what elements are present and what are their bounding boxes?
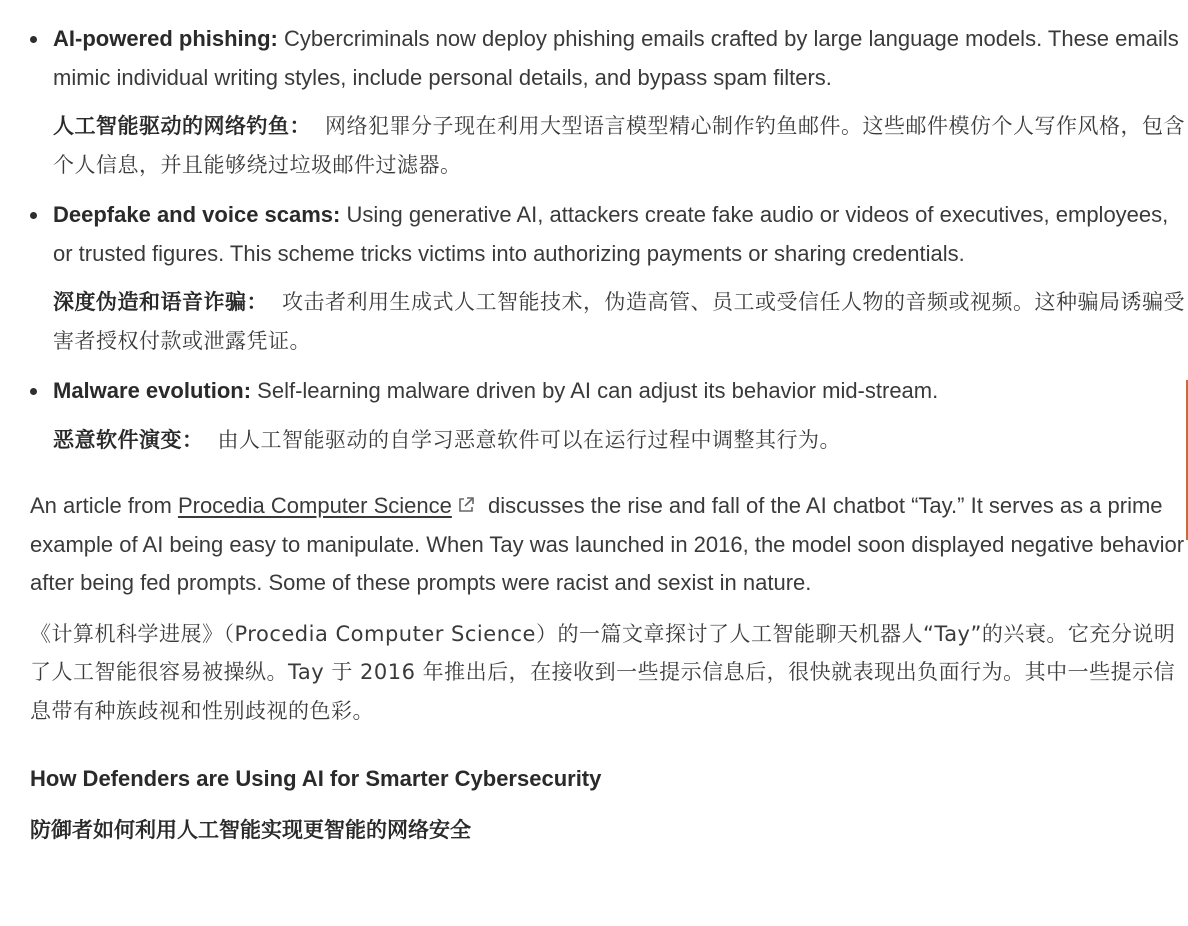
bullet-en [53,196,1186,273]
bullet-zh [53,283,1186,360]
list-item [30,196,1186,360]
article-suffix: discusses the rise and fall of the AI chatbot “Tay.” It serves as a prime example of AI being easy to manipulate. When Tay was launched in 2016, the model soon displayed negative behavior after being fed prompts. Some of these prompts were racist and sexist in nature. [30,493,1185,595]
list-item [30,372,1186,459]
article-paragraph-zh: 《计算机科学进展》（Procedia Computer Science）的一篇文章探讨了人工智能聊天机器人“Tay”的兴衰。它充分说明了人工智能很容易被操纵。Tay 于 2016 年推出后，在接收到一些提示信息后，很快就表现出负面行为。其中一些提示信息带有种族歧视和性别歧视的色彩。 [30,621,1176,723]
bullet-en [53,372,1186,411]
section-heading: How Defenders are Using AI for Smarter Cybersecurity [30,766,602,791]
bullet-zh [53,107,1186,184]
bullet-term-zh: 深度伪造和语音诈骗： [53,290,268,314]
external-link-icon[interactable] [456,489,476,509]
section-heading-zh: 防御者如何利用人工智能实现更智能的网络安全 [30,817,471,842]
bullet-text: Self-learning malware driven by AI can adjust its behavior mid-stream. [251,378,939,403]
bullet-term-zh: 人工智能驱动的网络钓鱼： [53,114,311,138]
list-item [30,20,1186,184]
procedia-link[interactable]: Procedia Computer Science [177,493,452,518]
bullet-en [53,20,1186,97]
bullet-term-zh: 恶意软件演变： [53,427,204,452]
bullet-text-zh: 攻击者利用生成式人工智能技术，伪造高管、员工或受信任人物的音频或视频。这种骗局诱骗受害者授权付款或泄露凭证。 [53,290,1185,353]
bullet-term: Deepfake and voice scams: [53,202,341,227]
article-body [30,20,1186,849]
threat-list [30,20,1186,459]
bullet-zh [53,421,1186,460]
article-prefix: An article from [30,493,178,518]
bullet-text-zh: 网络犯罪分子现在利用大型语言模型精心制作钓鱼邮件。这些邮件模仿个人写作风格，包含个人信息，并且能够绕过垃圾邮件过滤器。 [53,114,1185,177]
article-paragraph [30,487,1186,603]
bullet-text-zh: 由人工智能驱动的自学习恶意软件可以在运行过程中调整其行为。 [217,427,841,452]
bullet-term: Malware evolution: [53,378,252,403]
bullet-text: Cybercriminals now deploy phishing emails crafted by large language models. These emails mimic individual writing styles, include personal details, and bypass spam filters. [53,26,1179,90]
bullet-term: AI-powered phishing: [53,26,278,51]
bullet-text: Using generative AI, attackers create fake audio or videos of executives, employees, or trusted figures. This scheme tricks victims into authorizing payments or sharing credentials. [53,202,1169,266]
